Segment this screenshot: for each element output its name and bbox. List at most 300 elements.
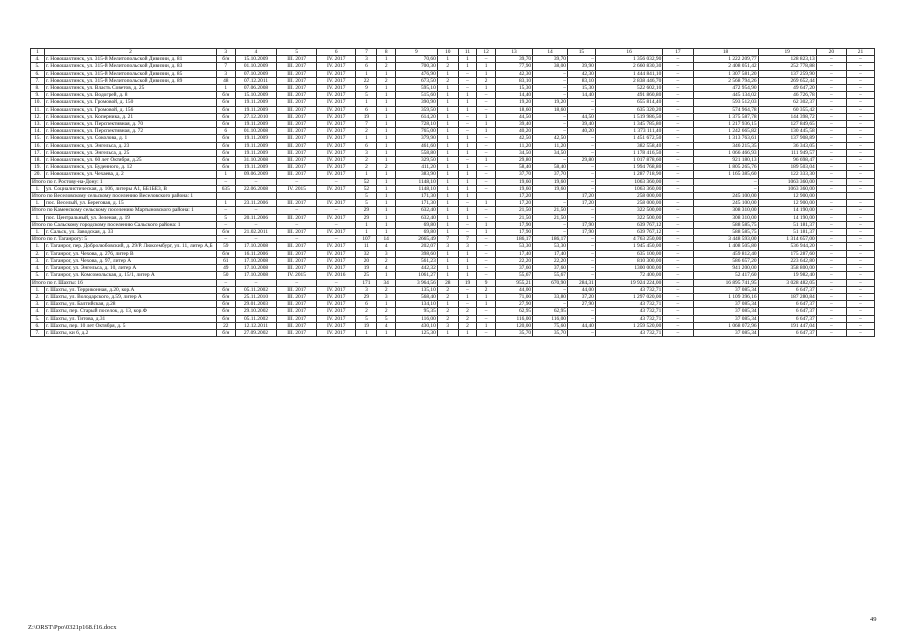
table-cell: б/н [216, 164, 235, 171]
table-cell: 1 [356, 135, 377, 142]
table-cell: III. 2017 [277, 113, 317, 120]
table-cell: 2 [477, 286, 496, 293]
table-cell: 27,90 [495, 301, 532, 308]
table-cell: 116,00 [395, 315, 437, 322]
table-cell [235, 193, 277, 200]
table-row [31, 56, 875, 63]
table-cell: 1. [31, 243, 45, 250]
table-cell: 2 [377, 63, 396, 70]
table-cell: – [816, 265, 846, 272]
table-cell: 6 [216, 128, 235, 135]
column-number: 1 [31, 49, 45, 56]
table-cell: 3 [437, 243, 458, 250]
table-cell: 6. [31, 322, 45, 329]
table-cell: 46 726,78 [758, 92, 816, 99]
table-cell: 116,00 [495, 315, 532, 322]
table-cell: 171,30 [395, 193, 437, 200]
table-cell: 111 949,57 [758, 149, 816, 156]
table-cell: – [216, 178, 235, 185]
table-cell: 6 [356, 142, 377, 149]
table-cell: – [846, 286, 874, 293]
subtotal-row [31, 279, 875, 286]
table-cell: 22.06.2008 [235, 185, 277, 192]
table-cell: б/н [216, 56, 235, 63]
table-cell: 09.06.2009 [235, 171, 277, 178]
table-cell: 614,20 [395, 113, 437, 120]
table-cell: – [458, 286, 477, 293]
table-cell: 522 602,10 [595, 85, 662, 92]
table-row [31, 77, 875, 84]
table-cell: – [567, 164, 595, 171]
table-cell: IV. 2017 [316, 293, 356, 300]
table-cell: – [816, 214, 846, 221]
table-cell: 2 [458, 308, 477, 315]
table-cell: 42,30 [567, 70, 595, 77]
table-cell: – [477, 250, 496, 257]
column-number: 21 [846, 49, 874, 56]
table-row [31, 185, 875, 192]
table-row [31, 265, 875, 272]
table-cell: 96 698,47 [758, 157, 816, 164]
table-cell: 9 [356, 85, 377, 92]
table-cell: 728,10 [395, 121, 437, 128]
table-cell: – [216, 221, 235, 228]
table-cell: 07.06.2008 [235, 85, 277, 92]
table-row [31, 308, 875, 315]
table-cell: 77,90 [495, 63, 532, 70]
table-cell: 14 190,00 [758, 214, 816, 221]
table-cell: 1 [437, 229, 458, 236]
table-cell: – [816, 243, 846, 250]
table-cell: 21,50 [495, 207, 532, 214]
table-cell: 1 [377, 106, 396, 113]
table-cell: – [533, 221, 568, 228]
table-cell: 459 812,40 [693, 250, 758, 257]
table-cell: г. Шахты, пер. 10 лет Октября, д. 5 [44, 322, 216, 329]
table-cell: – [846, 128, 874, 135]
table-cell: 6 [356, 63, 377, 70]
table-cell: – [235, 221, 277, 228]
table-cell: 1 [437, 149, 458, 156]
table-cell: – [316, 279, 356, 286]
table-cell: 1 [356, 221, 377, 228]
table-cell: 635 [216, 185, 235, 192]
table-cell: 3. [31, 301, 45, 308]
table-cell: – [477, 99, 496, 106]
table-cell: 2 [437, 308, 458, 315]
table-cell: – [458, 301, 477, 308]
table-cell: 1 [377, 113, 396, 120]
table-cell: III. 2017 [277, 99, 317, 106]
subtotal-row [31, 207, 875, 214]
table-cell: г. Новошахтинск, ул. Буденного, д. 12 [44, 164, 216, 171]
table-cell: 43 732,71 [595, 286, 662, 293]
table-cell: – [477, 171, 496, 178]
table-cell: III. 2017 [277, 171, 317, 178]
table-cell: 186,17 [533, 236, 568, 243]
table-cell: 17.10.2008 [235, 243, 277, 250]
table-cell: 1 [437, 164, 458, 171]
table-cell: 5 [216, 214, 235, 221]
table-row [31, 63, 875, 70]
table-cell: 1 [458, 214, 477, 221]
table-cell: 55,67 [495, 272, 532, 279]
table-cell: 1 [377, 70, 396, 77]
table-cell: г. Шахты, пер. Старый поселок, д. 13, кор.Ф [44, 308, 216, 315]
table-cell: – [663, 70, 693, 77]
table-cell: 29.10.2002 [235, 308, 277, 315]
table-cell: 22 [216, 322, 235, 329]
table-cell: 187 280,84 [758, 293, 816, 300]
table-cell: 461,60 [395, 142, 437, 149]
table-cell: Итого по г. Шахты: 16 [31, 279, 217, 286]
table-cell: – [567, 142, 595, 149]
table-cell: – [846, 279, 874, 286]
table-cell: 22 [356, 77, 377, 84]
column-number: 15 [567, 49, 595, 56]
table-cell: б/н [216, 121, 235, 128]
table-cell: 37 085,34 [693, 301, 758, 308]
table-cell: 14,40 [567, 92, 595, 99]
table-row [31, 99, 875, 106]
table-cell: – [846, 164, 874, 171]
table-cell: г. Шахты, ки 6, д.2 [44, 329, 216, 336]
table-cell: – [663, 322, 693, 329]
table-cell: 390,90 [395, 99, 437, 106]
table-cell: г. Новошахтинск, ул. Перспективная, д. 70 [44, 121, 216, 128]
table-cell: 43 732,71 [595, 301, 662, 308]
table-cell: – [567, 265, 595, 272]
table-cell: 62,95 [495, 308, 532, 315]
table-cell: 27,90 [567, 301, 595, 308]
table-cell: – [693, 178, 758, 185]
table-cell: 1 [458, 272, 477, 279]
table-cell: III. 2017 [277, 164, 317, 171]
table-cell: 14. [31, 128, 45, 135]
table-cell: б/н [216, 142, 235, 149]
table-cell: III. 2017 [277, 286, 317, 293]
table-cell: 1 [477, 85, 496, 92]
table-cell: – [477, 106, 496, 113]
table-cell: 4 [377, 265, 396, 272]
table-cell: 6 [356, 301, 377, 308]
table-cell: 29.01.2003 [235, 301, 277, 308]
column-number: 2 [44, 49, 216, 56]
table-cell: 05.11.2002 [235, 286, 277, 293]
table-cell: г. Новошахтинск, ул. 315-й Мелитопольской Дивизии, д. 85 [44, 70, 216, 77]
table-cell: 3 448 593,00 [693, 236, 758, 243]
table-cell: – [477, 329, 496, 336]
table-cell: – [816, 135, 846, 142]
table-cell: – [816, 85, 846, 92]
table-cell: 6 647,37 [758, 315, 816, 322]
table-cell: – [816, 286, 846, 293]
table-cell: г. Таганрог, ул. Комсомольская, д. 15/1, литер А [44, 272, 216, 279]
table-cell: 12 900,00 [758, 200, 816, 207]
table-cell: 1 [437, 214, 458, 221]
table-cell: 1 [216, 171, 235, 178]
table-cell: – [846, 113, 874, 120]
table-cell: 20.11.2006 [235, 214, 277, 221]
table-cell: 1 222 209,77 [693, 56, 758, 63]
table-cell: – [663, 308, 693, 315]
table-cell: 1 [377, 272, 396, 279]
table-cell: – [277, 207, 317, 214]
table-cell: 1 [377, 301, 396, 308]
table-cell: 3 [377, 250, 396, 257]
table-cell: 1 [356, 99, 377, 106]
table-cell: г. Таганрог, пер. Добролюбовский, д. 29/Р. Люксембург, ул. 11, литер А,Б [44, 243, 216, 250]
table-cell: – [663, 171, 693, 178]
table-cell: 586 657,20 [693, 257, 758, 264]
table-cell: Итого по г. Таганрогу: 5 [31, 236, 217, 243]
table-cell: – [533, 85, 568, 92]
table-cell: – [277, 279, 317, 286]
table-cell: 810 300,00 [595, 257, 662, 264]
table-cell: 37 085,34 [693, 315, 758, 322]
table-cell: IV. 2017 [316, 135, 356, 142]
table-cell: 1 [477, 128, 496, 135]
table-cell: 639 767,12 [595, 221, 662, 228]
table-cell: 1 [437, 106, 458, 113]
table-cell: 37 085,34 [693, 286, 758, 293]
table-cell: 43 732,71 [595, 329, 662, 336]
table-cell: г. Новошахтинск, ул. Коперника, д. 21 [44, 113, 216, 120]
table-cell: – [846, 85, 874, 92]
table-cell: 130 445,58 [758, 128, 816, 135]
table-cell: 12.12.2011 [235, 322, 277, 329]
table-cell: 346 215,35 [693, 142, 758, 149]
table-cell: 1 345 785,80 [595, 121, 662, 128]
table-cell: 1 [216, 85, 235, 92]
table-cell: – [846, 149, 874, 156]
column-number: 11 [458, 49, 477, 56]
table-cell: 14,40 [495, 92, 532, 99]
table-cell: IV. 2017 [316, 250, 356, 257]
table-cell: 37,60 [533, 265, 568, 272]
table-cell: 655 814,40 [595, 99, 662, 106]
column-number: 9 [395, 49, 437, 56]
table-cell: 15. [31, 135, 45, 142]
table-cell: – [533, 200, 568, 207]
table-cell: – [533, 77, 568, 84]
table-cell: 31.10.2008 [235, 157, 277, 164]
table-cell: 558,80 [395, 149, 437, 156]
table-cell: – [663, 56, 693, 63]
table-cell: 10. [31, 99, 45, 106]
table-cell: 19 982,40 [758, 272, 816, 279]
table-cell: III. 2017 [277, 157, 317, 164]
table-cell: 171,30 [395, 200, 437, 207]
table-cell: – [567, 308, 595, 315]
table-cell: IV. 2017 [316, 185, 356, 192]
table-cell: г. Новошахтинск, ул. 315-й Мелитопольской Дивизии, д. 81 [44, 56, 216, 63]
table-cell: б/н [216, 229, 235, 236]
table-cell: – [477, 243, 496, 250]
table-cell: – [663, 243, 693, 250]
table-cell: 1 [458, 293, 477, 300]
table-cell: 69,80 [395, 229, 437, 236]
table-cell: 1 [458, 185, 477, 192]
table-cell: 52 [356, 185, 377, 192]
table-cell: – [567, 178, 595, 185]
table-cell: – [477, 135, 496, 142]
table-cell: – [458, 128, 477, 135]
table-cell: 17.10.2008 [235, 257, 277, 264]
table-cell: 19 [458, 279, 477, 286]
table-cell: 1 [458, 99, 477, 106]
table-cell: 2. [31, 250, 45, 257]
table-cell: 1063 360,00 [758, 185, 816, 192]
table-cell: – [533, 157, 568, 164]
table-cell: Итого по Веселовскому сельскому поселению Веселовского района: 1 [31, 193, 217, 200]
table-row [31, 243, 875, 250]
table-cell: г. Шахты, ул. Терриконная, д.20, кор.А [44, 286, 216, 293]
table-cell: 2 [377, 257, 396, 264]
table-cell: III. 2017 [277, 106, 317, 113]
table-cell: 38,00 [533, 63, 568, 70]
table-cell: 1 [458, 178, 477, 185]
table-cell: 21.02.2011 [235, 229, 277, 236]
table-cell: 2 [437, 286, 458, 293]
table-cell: – [846, 308, 874, 315]
table-cell: 29,80 [495, 157, 532, 164]
table-cell: 19 [356, 322, 377, 329]
table-cell: 32 [356, 250, 377, 257]
table-cell: 19,20 [533, 99, 568, 106]
table-cell: IV. 2017 [316, 56, 356, 63]
table-cell: 12. [31, 113, 45, 120]
table-cell: 42,30 [495, 70, 532, 77]
table-cell: 1 [437, 200, 458, 207]
table-cell: 37 085,34 [693, 329, 758, 336]
table-cell: III. 2017 [277, 229, 317, 236]
table-cell: 18. [31, 157, 45, 164]
table-cell: 25.11.2010 [235, 293, 277, 300]
table-cell: – [816, 113, 846, 120]
table-cell: – [816, 250, 846, 257]
table-cell: – [846, 121, 874, 128]
table-cell: – [458, 121, 477, 128]
table-cell: 442,32 [395, 265, 437, 272]
table-cell: 2 [356, 308, 377, 315]
table-cell: 2. [31, 293, 45, 300]
table-cell: – [846, 315, 874, 322]
table-cell: 3 [437, 322, 458, 329]
table-cell: IV. 2017 [316, 106, 356, 113]
table-cell: 144 398,72 [758, 113, 816, 120]
table-cell: 61 [216, 257, 235, 264]
table-cell: – [567, 106, 595, 113]
table-cell: III. 2017 [277, 265, 317, 272]
table-cell: 7. [31, 77, 45, 84]
table-cell: – [316, 178, 356, 185]
table-cell [846, 193, 874, 200]
table-cell: 34,50 [533, 149, 568, 156]
table-cell: 1 109 396,16 [693, 293, 758, 300]
table-cell: 358 800,00 [758, 265, 816, 272]
table-cell: 29 [356, 293, 377, 300]
table-cell: 941 200,00 [693, 265, 758, 272]
column-number: 17 [663, 49, 693, 56]
table-cell: – [458, 221, 477, 228]
table-cell: 15.10.2009 [235, 56, 277, 63]
table-cell: – [846, 106, 874, 113]
table-cell: – [816, 315, 846, 322]
table-cell: 2 [437, 77, 458, 84]
table-cell: 19.11.2009 [235, 99, 277, 106]
table-cell [316, 193, 356, 200]
table-cell: 27.12.2010 [235, 113, 277, 120]
subtotal-row [31, 193, 875, 200]
table-cell: 37,20 [567, 293, 595, 300]
table-cell: – [458, 70, 477, 77]
table-cell: 1 [458, 56, 477, 63]
table-cell: 2 [377, 77, 396, 84]
table-cell: 19 924 224,00 [595, 279, 662, 286]
table-cell: 6. [31, 70, 45, 77]
table-cell: 58,40 [495, 164, 532, 171]
table-cell: 49 647,20 [758, 85, 816, 92]
table-cell: – [567, 149, 595, 156]
table-cell: 1 408 505,80 [693, 243, 758, 250]
table-cell: 1 519 986,50 [595, 113, 662, 120]
table-cell: 1 [377, 214, 396, 221]
table-cell: 5 [356, 92, 377, 99]
table-cell: – [533, 229, 568, 236]
table-row [31, 164, 875, 171]
table-cell: 1. [31, 286, 45, 293]
table-cell: 1 [437, 128, 458, 135]
table-cell: 2 [377, 164, 396, 171]
table-cell: 1 [477, 70, 496, 77]
table-cell: III. 2017 [277, 128, 317, 135]
table-cell: – [477, 214, 496, 221]
table-cell: IV. 2017 [316, 322, 356, 329]
table-cell: 1 [377, 135, 396, 142]
table-cell: 44,50 [567, 113, 595, 120]
table-cell: – [816, 56, 846, 63]
table-cell: 189 503,04 [758, 164, 816, 171]
table-cell: 1 068 072,96 [693, 322, 758, 329]
table-cell: 588 585,75 [693, 221, 758, 228]
table-cell: 445 134,02 [693, 92, 758, 99]
table-cell: 3 964,56 [395, 279, 437, 286]
table-cell: 1 994 768,80 [595, 164, 662, 171]
table-body [31, 49, 875, 337]
table-cell: 1 [477, 113, 496, 120]
table-cell: III. 2017 [277, 293, 317, 300]
table-cell: IV. 2017 [316, 92, 356, 99]
column-number: 16 [595, 49, 662, 56]
table-cell: – [816, 106, 846, 113]
table-cell: г. Новошахтинск, ул. Соколова, д. 1 [44, 135, 216, 142]
table-cell: – [477, 56, 496, 63]
table-cell: III. 2017 [277, 70, 317, 77]
table-cell: 1. [31, 200, 45, 207]
table-cell: – [846, 229, 874, 236]
table-cell: 17,20 [567, 193, 595, 200]
table-cell: Итого по Сальскому городскому поселению Сальского района: 1 [31, 221, 217, 228]
table-cell: г. Новошахтинск, ул. Водогрей, д. 8 [44, 92, 216, 99]
table-cell: III. 2017 [277, 85, 317, 92]
table-cell: г. Таганрог, ул. Чехова, д. 276, литер В [44, 250, 216, 257]
table-cell: 14 [377, 236, 396, 243]
table-cell: – [816, 236, 846, 243]
table-cell: 1 373 111,40 [595, 128, 662, 135]
table-cell: 83,10 [495, 77, 532, 84]
column-number: 4 [235, 49, 277, 56]
